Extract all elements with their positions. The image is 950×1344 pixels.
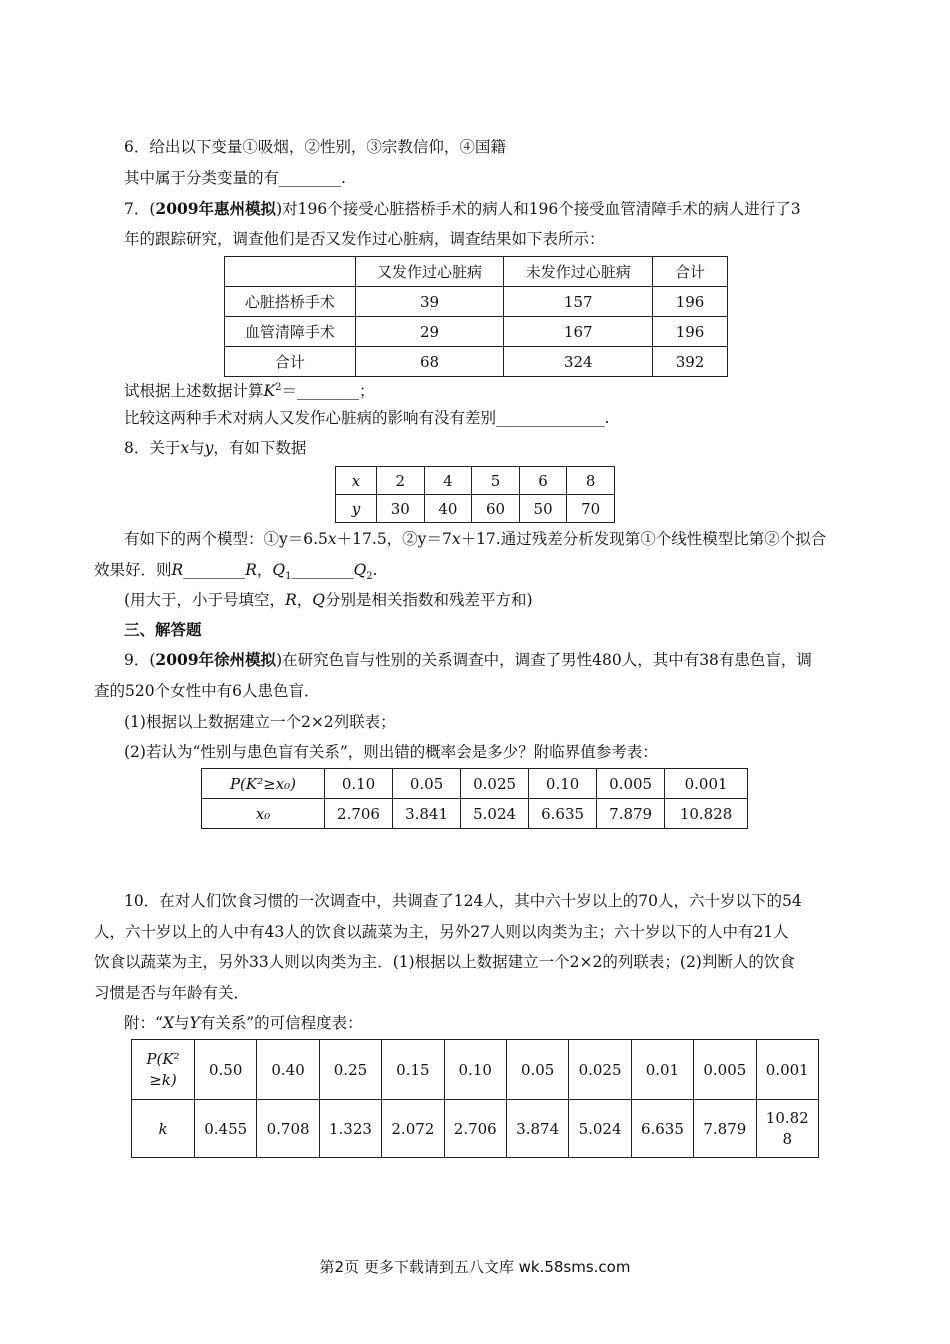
q7-cell: 29 [355,317,504,347]
table-row [225,287,728,317]
q7-text1: )对196个接受心脏搭桥手术的病人和196个接受血管清障手术的病人进行了3 [276,200,801,218]
q8-line [124,437,306,459]
q9-line1 [124,649,812,671]
q9-part1: (1)根据以上数据建立一个2×2列联表； [124,713,396,731]
q10-cell: 0.025 [569,1040,631,1100]
q10-attach-b: 与 [173,1014,190,1032]
q10-p-label-1: P(K² [146,1049,180,1068]
q9-part2: (2)若认为“性别与患色盲有关系”，则出错的概率会是多少？附临界值参考表： [124,743,658,761]
table-row [336,495,615,523]
q8-table [335,466,615,523]
q8-Q2: Q [353,561,367,579]
q8-m1x: x [327,530,337,548]
q8-m1: 有如下的两个模型：①y＝6.5 [124,530,328,548]
q8-R2: R [245,561,257,579]
page-footer: 第2页 更多下载请到五八文库 wk.58sms.com [319,1258,631,1276]
q8-cell: 6 [519,467,567,495]
q9-cell: 5.024 [461,799,529,829]
q10-cell: 0.708 [257,1100,319,1158]
q10-cell: 0.25 [319,1040,381,1100]
q9-cell: 7.879 [597,799,665,829]
q8-note-a: (用大于，小于号填空， [124,591,286,609]
q8-l2a: 效果好．则 [94,561,172,579]
q10-attach-X: X [162,1014,174,1032]
q8-note-Q: Q [312,591,325,609]
q7-line2: 年的跟踪研究，调查他们是否又发作过心脏病，调查结果如下表所示： [124,230,605,248]
q10-cell: 0.005 [694,1040,756,1100]
q8-cell: 5 [472,467,520,495]
q10-cell: 3.874 [506,1100,568,1158]
table-row [132,1100,819,1158]
q7-header-cell: 合计 [653,257,728,287]
q10-line3: 饮食以蔬菜为主，另外33人则以肉类为主．(1)根据以上数据建立一个2×2的列联表；(2)判断人的饮食 [94,953,795,971]
q8-x-label: x [351,471,361,490]
q7-table [224,256,728,377]
q8-Q2sub: 2 [366,571,373,583]
q8-note [124,589,533,611]
q8-m2: ＋17.5，②y＝7 [336,530,452,548]
q7-cell: 392 [653,347,728,377]
q10-cell: 0.10 [444,1040,506,1100]
q10-cell: 0.50 [195,1040,257,1100]
q8-note-b: 分别是相关指数和残差平方和) [324,591,533,609]
q9-cell: 3.841 [393,799,461,829]
q10-attach [124,1012,363,1034]
q8-cell: 70 [567,495,615,523]
q10-cell: 0.05 [506,1040,568,1100]
q9-cell: 10.828 [665,799,748,829]
q9-source: 2009年徐州模拟 [155,650,277,669]
q10-attach-a: 附：“ [124,1014,163,1032]
q7-cell: 324 [504,347,653,377]
table-row [202,799,748,829]
q7-cell: 合计 [225,347,356,377]
q8-y-label: y [351,499,361,518]
q8-y: y [204,439,214,457]
q10-cell: 0.455 [195,1100,257,1158]
q8-compare [94,559,378,588]
q8-dot: . [372,561,378,579]
q9-x-label: x₀ [255,804,271,823]
q8-blank2: ________ [291,561,354,579]
q9-cell: 0.05 [393,769,461,799]
q8-cell: 4 [424,467,472,495]
q10-attach-c: 有关系”的可信程度表： [199,1014,363,1032]
q10-cell: 0.15 [382,1040,444,1100]
q10-cell: 7.879 [694,1100,756,1158]
q7-after1-sup: 2 [275,382,282,393]
q7-line1 [124,198,801,220]
q7-after1 [124,377,375,402]
q10-line1: 10．在对人们饮食习惯的一次调查中，共调查了124人，其中六十岁以上的70人，六十岁以下的54 [124,892,802,910]
q10-cell: 6.635 [631,1100,693,1158]
q8-num: 8．关于 [124,439,181,457]
q7-cell: 196 [653,317,728,347]
q7-header-cell: 又发作过心脏病 [355,257,504,287]
q7-cell: 39 [355,287,504,317]
q10-cell: 1.323 [319,1100,381,1158]
q8-tail: ，有如下数据 [213,439,307,457]
q10-k-last-1: 10.82 [765,1108,809,1127]
table-row [132,1040,819,1100]
q8-Q1: Q [272,561,286,579]
q10-k-last-2: 8 [782,1129,793,1148]
q7-after1-pre: 试根据上述数据计算 [124,382,264,401]
q8-models [124,528,826,550]
q9-p-label: P(K²≥x₀) [229,774,297,793]
q8-m3: ＋17.通过残差分析发现第①个线性模型比第②个拟合 [460,530,827,548]
q10-k-label: k [158,1119,168,1138]
q7-after1-k: K [263,382,276,401]
q7-header-cell [225,257,356,287]
q10-cell: 5.024 [569,1100,631,1158]
q9-cell: 0.10 [325,769,393,799]
q6-line1: 6．给出以下变量①吸烟，②性别，③宗教信仰，④国籍 [124,138,506,156]
q10-line2: 人，六十岁以上的人中有43人的饮食以蔬菜为主，另外27人则以肉类为主；六十岁以下的人中有21人 [94,923,789,941]
q8-mid: 与 [189,439,205,457]
q9-cell: 0.001 [665,769,748,799]
q8-comma: ， [256,561,273,579]
table-row [225,347,728,377]
table-row [202,769,748,799]
q8-note-R: R [285,591,297,609]
section-title: 三、解答题 [124,620,202,639]
q7-num: 7．( [124,200,156,218]
q9-cell: 6.635 [529,799,597,829]
q10-attach-Y: Y [189,1014,200,1032]
q7-cell: 血管清障手术 [225,317,356,347]
table-row [225,317,728,347]
q9-num: 9．( [124,651,156,669]
q7-source: 2009年惠州模拟 [155,199,277,218]
q7-header-cell: 未发作过心脏病 [504,257,653,287]
q10-cell: 2.072 [382,1100,444,1158]
q8-m2x: x [451,530,461,548]
q8-x: x [180,439,190,457]
q6-line2: 其中属于分类变量的有________. [124,169,346,187]
q7-cell: 196 [653,287,728,317]
q8-Q1sub: 1 [285,571,292,583]
q10-cell: 0.40 [257,1040,319,1100]
q7-cell: 157 [504,287,653,317]
q8-blank1: ________ [183,561,246,579]
q10-cell: 0.001 [756,1040,818,1100]
q8-cell: 60 [472,495,520,523]
q7-cell: 心脏搭桥手术 [225,287,356,317]
q10-p-label-2: ≥k) [149,1070,177,1089]
q9-cell: 0.005 [597,769,665,799]
q8-cell: 40 [424,495,472,523]
q10-table [131,1039,819,1158]
q10-cell: 2.706 [444,1100,506,1158]
q10-cell: 0.01 [631,1040,693,1100]
q7-after2: 比较这两种手术对病人又发作心脏病的影响有没有差别______________. [124,409,610,427]
table-row [336,467,615,495]
q8-note-c: ， [296,591,313,609]
q8-cell: 50 [519,495,567,523]
q10-line4: 习惯是否与年龄有关． [94,984,250,1002]
q9-cell: 2.706 [325,799,393,829]
q7-after1-post: ＝________； [281,382,375,401]
q7-cell: 68 [355,347,504,377]
q9-cell: 0.10 [529,769,597,799]
q8-cell: 30 [377,495,425,523]
q9-text1: )在研究色盲与性别的关系调查中，调查了男性480人，其中有38有患色盲，调 [276,651,812,669]
q7-cell: 167 [504,317,653,347]
q8-cell: 8 [567,467,615,495]
q9-cell: 0.025 [461,769,529,799]
q9-table [201,768,748,829]
q8-R1: R [171,561,184,579]
q8-cell: 2 [377,467,425,495]
q9-line2: 查的520个女性中有6人患色盲． [94,682,320,700]
